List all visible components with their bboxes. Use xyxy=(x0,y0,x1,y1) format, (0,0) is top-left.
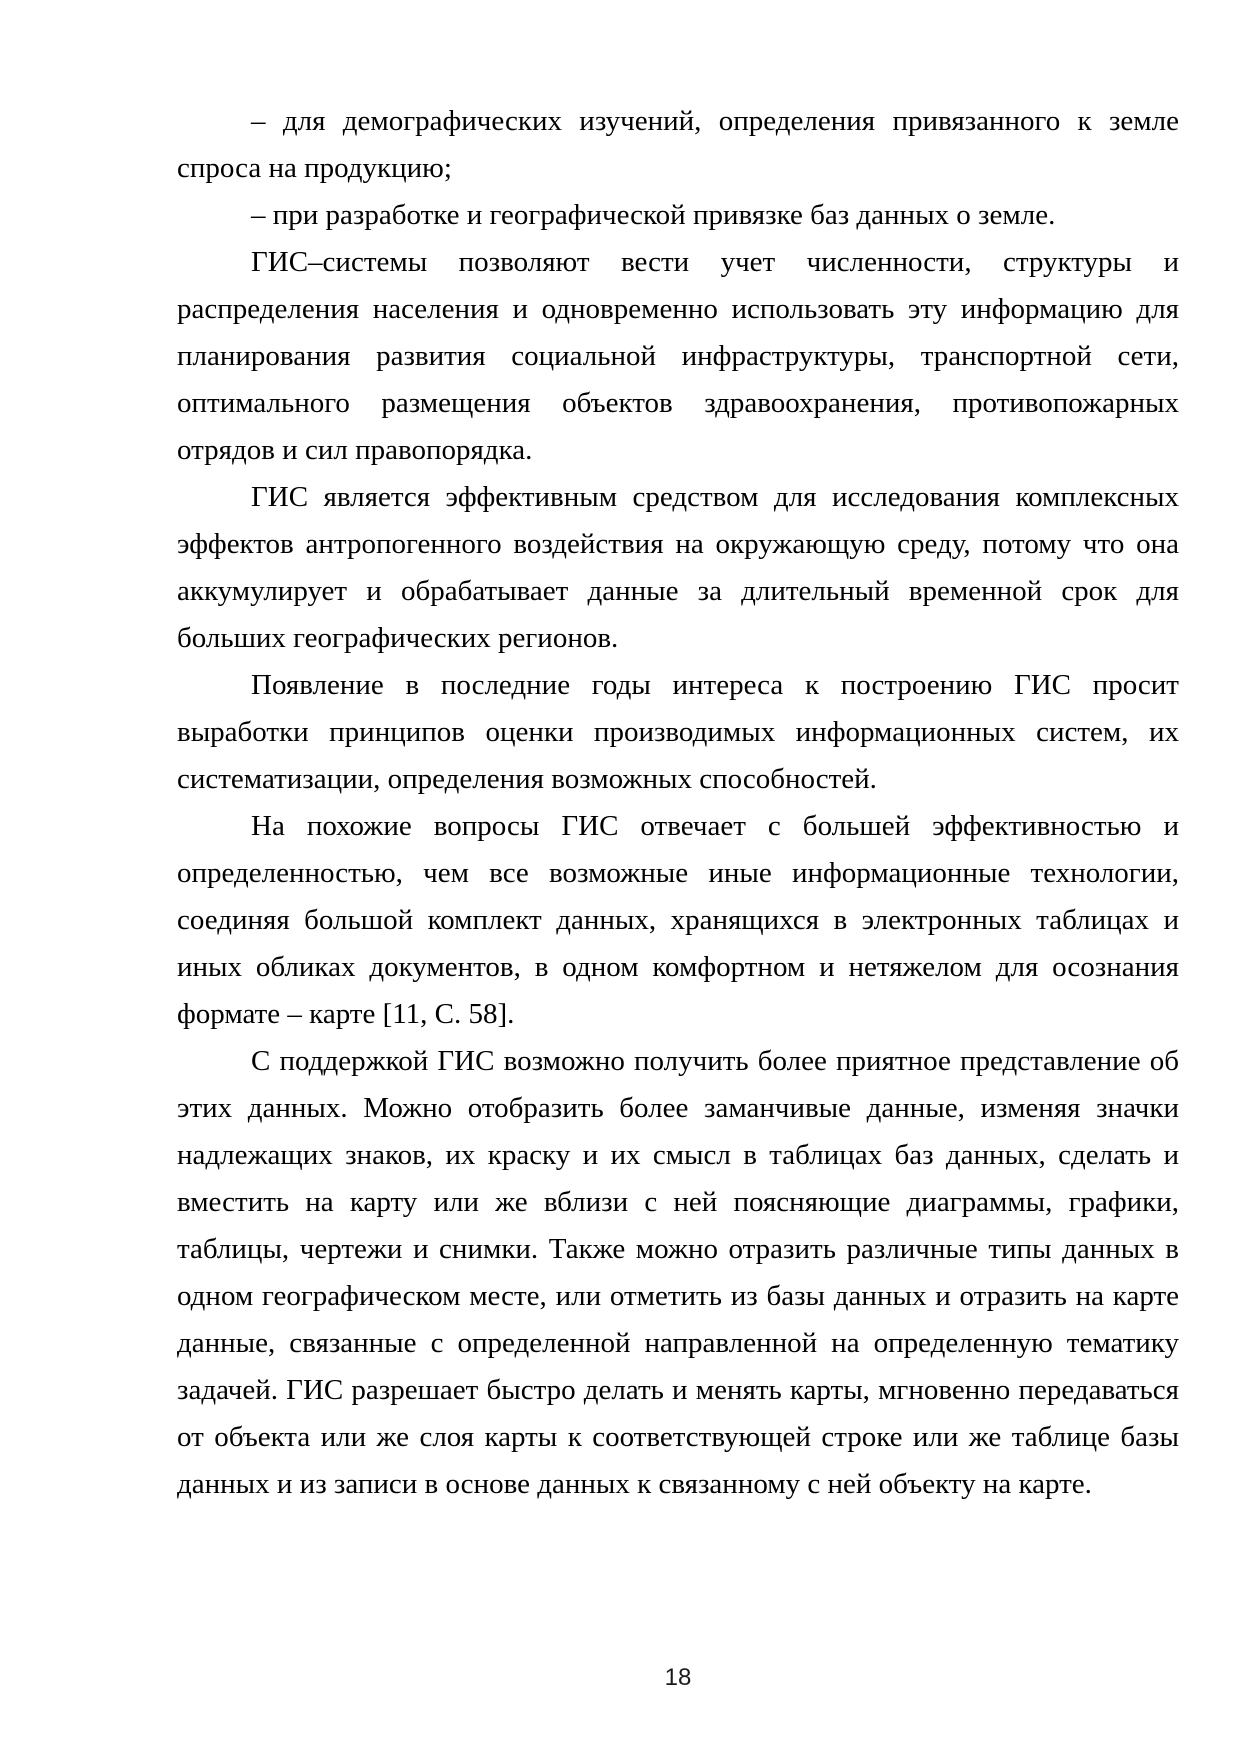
paragraph-list-item-databases: – при разработке и географической привязке баз данных о земле. xyxy=(251,199,1056,231)
paragraph-gis-support: С поддержкой ГИС возможно получить более приятное представление об этих данных. Можно отобразить более заманчивые данные, изменяя значки надлежащих знаков, их краску и их смысл в таблицах баз данных, сделать и вместить на карту или же вблизи с ней поясняющие диаграммы, графики, таблицы, чертежи и снимки. Также можно отразить различные типы данных в одном географическом месте, или отметить из базы данных и отразить на карте данные, связанные с определенной направленной на определенную тематику задачей. ГИС разрешает быстро делать и менять карты, мгновенно передаваться от объекта или же слоя карты к соответствующей строке или же таблице базы данных и из записи в основе данных к связанному с ней объекту на карте. xyxy=(177,1045,1179,1500)
paragraph-gis-systems: ГИС–системы позволяют вести учет численности, структуры и распределения населения и одновременно использовать эту информацию для планирования развития социальной инфраструктуры, транспортной сети, оптимального размещения объектов здравоохранения, противопожарных отрядов и сил правопорядка. xyxy=(177,246,1179,466)
document-body-text xyxy=(177,98,1179,1508)
page-number: 18 xyxy=(664,1664,692,1691)
paragraph-gis-answers: На похожие вопросы ГИС отвечает с большей эффективностью и определенностью, чем все возможные иные информационные технологии, соединяя большой комплект данных, хранящихся в электронных таблицах и иных обликах документов, в одном комфортном и нетяжелом для осознания формате – карте [11, С. 58]. xyxy=(177,810,1179,1030)
paragraph-recent-interest: Появление в последние годы интереса к построению ГИС просит выработки принципов оценки производимых информационных систем, их систематизации, определения возможных способностей. xyxy=(177,669,1179,795)
paragraph-gis-effective-tool: ГИС является эффективным средством для исследования комплексных эффектов антропогенного воздействия на окружающую среду, потому что она аккумулирует и обрабатывает данные за длительный временной срок для больших географических регионов. xyxy=(177,481,1179,654)
paragraph-list-item-demographic: – для демографических изучений, определения привязанного к земле спроса на продукцию; xyxy=(177,105,1179,184)
